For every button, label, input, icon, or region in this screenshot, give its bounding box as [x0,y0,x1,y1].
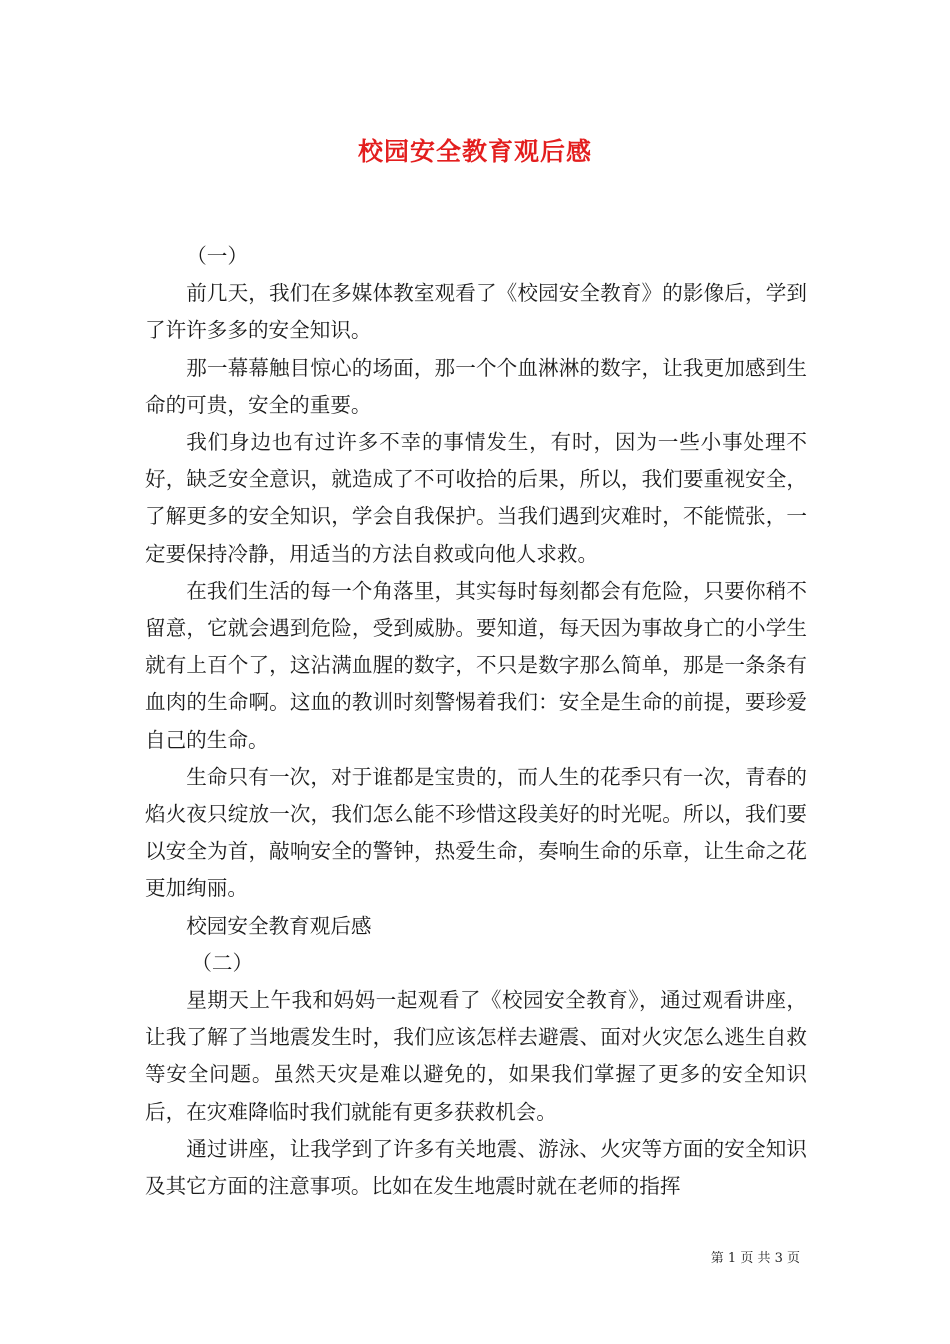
section-marker-one: （一） [186,244,248,268]
paragraph: 那一幕幕触目惊心的场面，那一个个血淋淋的数字，让我更加感到生命的可贵，安全的重要。 [145,355,807,417]
paragraph: 生命只有一次，对于谁都是宝贵的，而人生的花季只有一次，青春的焰火夜只绽放一次，我们怎么能不珍惜这段美好的时光呢。所以，我们要以安全为首，敲响安全的警钟，热爱生命，奏响生命的乐章，让生命之花更加绚丽。 [145,764,807,901]
paragraph: 前几天，我们在多媒体教室观看了《校园安全教育》的影像后，学到了许许多多的安全知识。 [145,281,807,343]
section-marker-two: （二） [191,950,254,975]
document-title: 校园安全教育观后感 [357,137,592,166]
paragraph: 通过讲座，让我学到了许多有关地震、游泳、火灾等方面的安全知识及其它方面的注意事项。比如在发生地震时就在老师的指挥 [145,1136,807,1199]
page-number: 第 1 页 共 3 页 [710,1251,800,1266]
document-body [145,238,807,1205]
paragraph: 我们身边也有过许多不幸的事情发生，有时，因为一些小事处理不好，缺乏安全意识，就造成了不可收拾的后果，所以，我们要重视安全，了解更多的安全知识，学会自我保护。当我们遇到灾难时，不能慌张，一定要保持冷静，用适当的方法自救或向他人求救。 [145,430,807,566]
section-subtitle: 校园安全教育观后感 [186,913,372,938]
paragraph: 星期天上午我和妈妈一起观看了《校园安全教育》，通过观看讲座，让我了解了当地震发生时，我们应该怎样去避震、面对火灾怎么逃生自救等安全问题。虽然天灾是难以避免的，如果我们掌握了更多的安全知识后，在灾难降临时我们就能有更多获救机会。 [145,988,807,1124]
paragraph: 在我们生活的每一个角落里，其实每时每刻都会有危险，只要你稍不留意，它就会遇到危险，受到威胁。要知道，每天因为事故身亡的小学生就有上百个了，这沾满血腥的数字，不只是数字那么简单，那是一条条有血肉的生命啊。这血的教训时刻警惕着我们：安全是生命的前提，要珍爱自己的生命。 [145,578,807,752]
